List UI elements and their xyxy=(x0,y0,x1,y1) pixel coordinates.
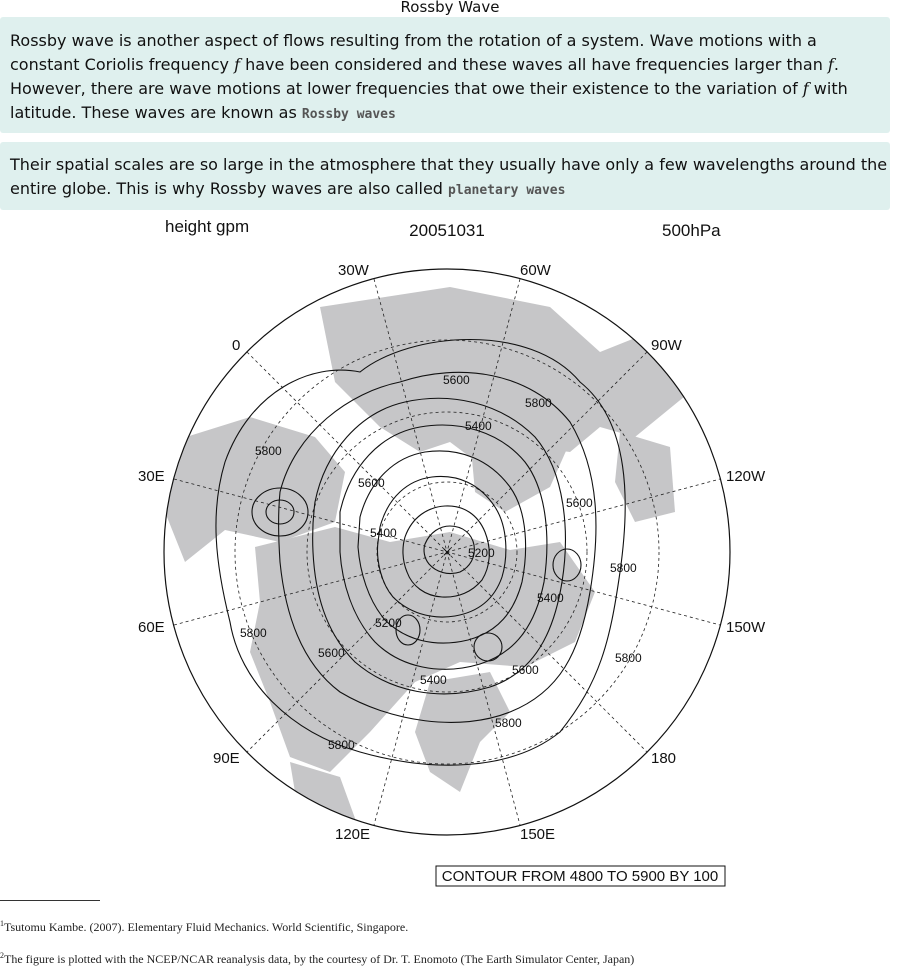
contour-label: 5800 xyxy=(495,716,522,730)
figure-header-center: 20051031 xyxy=(409,221,485,240)
longitude-label: 30E xyxy=(138,468,165,485)
footnote-rule xyxy=(0,900,100,901)
callout-text: . However, there are wave motions at lower frequencies that owe their existence to the variation of xyxy=(10,55,839,98)
callout-text: with latitude. These waves are known as xyxy=(10,79,848,122)
longitude-label: 180 xyxy=(651,750,677,767)
variable-f: f xyxy=(234,55,240,74)
longitude-label: 60W xyxy=(520,262,551,279)
callout-definition xyxy=(0,17,890,133)
footnote-mark: 2 xyxy=(0,951,4,960)
longitude-label: 120E xyxy=(335,826,371,843)
contour-label: 5600 xyxy=(512,663,539,677)
footnote-mark: 1 xyxy=(0,919,4,928)
contour-label: 5400 xyxy=(370,526,397,540)
polar-map-figure xyxy=(130,212,766,892)
contour-label: 5600 xyxy=(318,646,345,660)
callout-text: Their spatial scales are so large in the atmosphere that they usually have only a few wavelengths around the entire globe. This is why Rossby waves are also called xyxy=(10,155,888,198)
longitude-label: 150E xyxy=(520,826,556,843)
pole-marker: × xyxy=(441,545,453,559)
callout-text: have been considered and these waves all have frequencies larger than xyxy=(239,55,828,74)
longitude-label: 90W xyxy=(651,337,682,354)
code-term: planetary waves xyxy=(448,183,566,198)
contour-label: 5800 xyxy=(610,561,637,575)
footnote-text: The figure is plotted with the NCEP/NCAR reanalysis data, by the courtesy of Dr. T. Enomoto (The Earth Simulator Center, Japan) xyxy=(4,952,635,966)
contour-label: 5400 xyxy=(465,419,492,433)
callout-text: Rossby wave is another aspect of flows resulting from the rotation of a system. Wave motions with a constant Coriolis frequency xyxy=(10,31,817,74)
contour-label: 5200 xyxy=(468,546,495,560)
footnote-text: Tsutomu Kambe. (2007). Elementary Fluid Mechanics. World Scientific, Singapore. xyxy=(4,920,409,934)
contour-label: 5600 xyxy=(566,496,593,510)
figure-header-right: 500hPa xyxy=(662,221,721,240)
code-term: Rossby waves xyxy=(301,107,396,122)
page-title: Rossby Wave xyxy=(400,0,500,16)
contour-label: 5800 xyxy=(615,651,642,665)
longitude-label: 30W xyxy=(338,262,369,279)
longitude-label: 60E xyxy=(138,619,165,636)
contour-info-text: CONTOUR FROM 4800 TO 5900 BY 100 xyxy=(441,868,719,885)
contour-label: 5800 xyxy=(255,444,282,458)
longitude-label: 0 xyxy=(232,337,241,354)
contour-label: 5200 xyxy=(375,616,402,630)
contour-label: 5800 xyxy=(328,738,355,752)
contour-label: 5400 xyxy=(420,673,447,687)
contour-label: 5600 xyxy=(443,373,470,387)
contour-label: 5600 xyxy=(358,476,385,490)
footnote-1 xyxy=(0,919,408,935)
variable-f: f xyxy=(827,55,834,74)
contour-label: 5400 xyxy=(537,591,564,605)
callout-planetary xyxy=(0,142,890,210)
longitude-label: 150W xyxy=(726,619,766,636)
footnote-2 xyxy=(0,951,634,967)
contour-label: 5800 xyxy=(525,396,552,410)
variable-f: f xyxy=(802,79,809,98)
contour-label: 5800 xyxy=(240,626,267,640)
figure-header-left: height gpm xyxy=(165,217,250,236)
longitude-label: 120W xyxy=(726,468,766,485)
longitude-label: 90E xyxy=(213,750,240,767)
